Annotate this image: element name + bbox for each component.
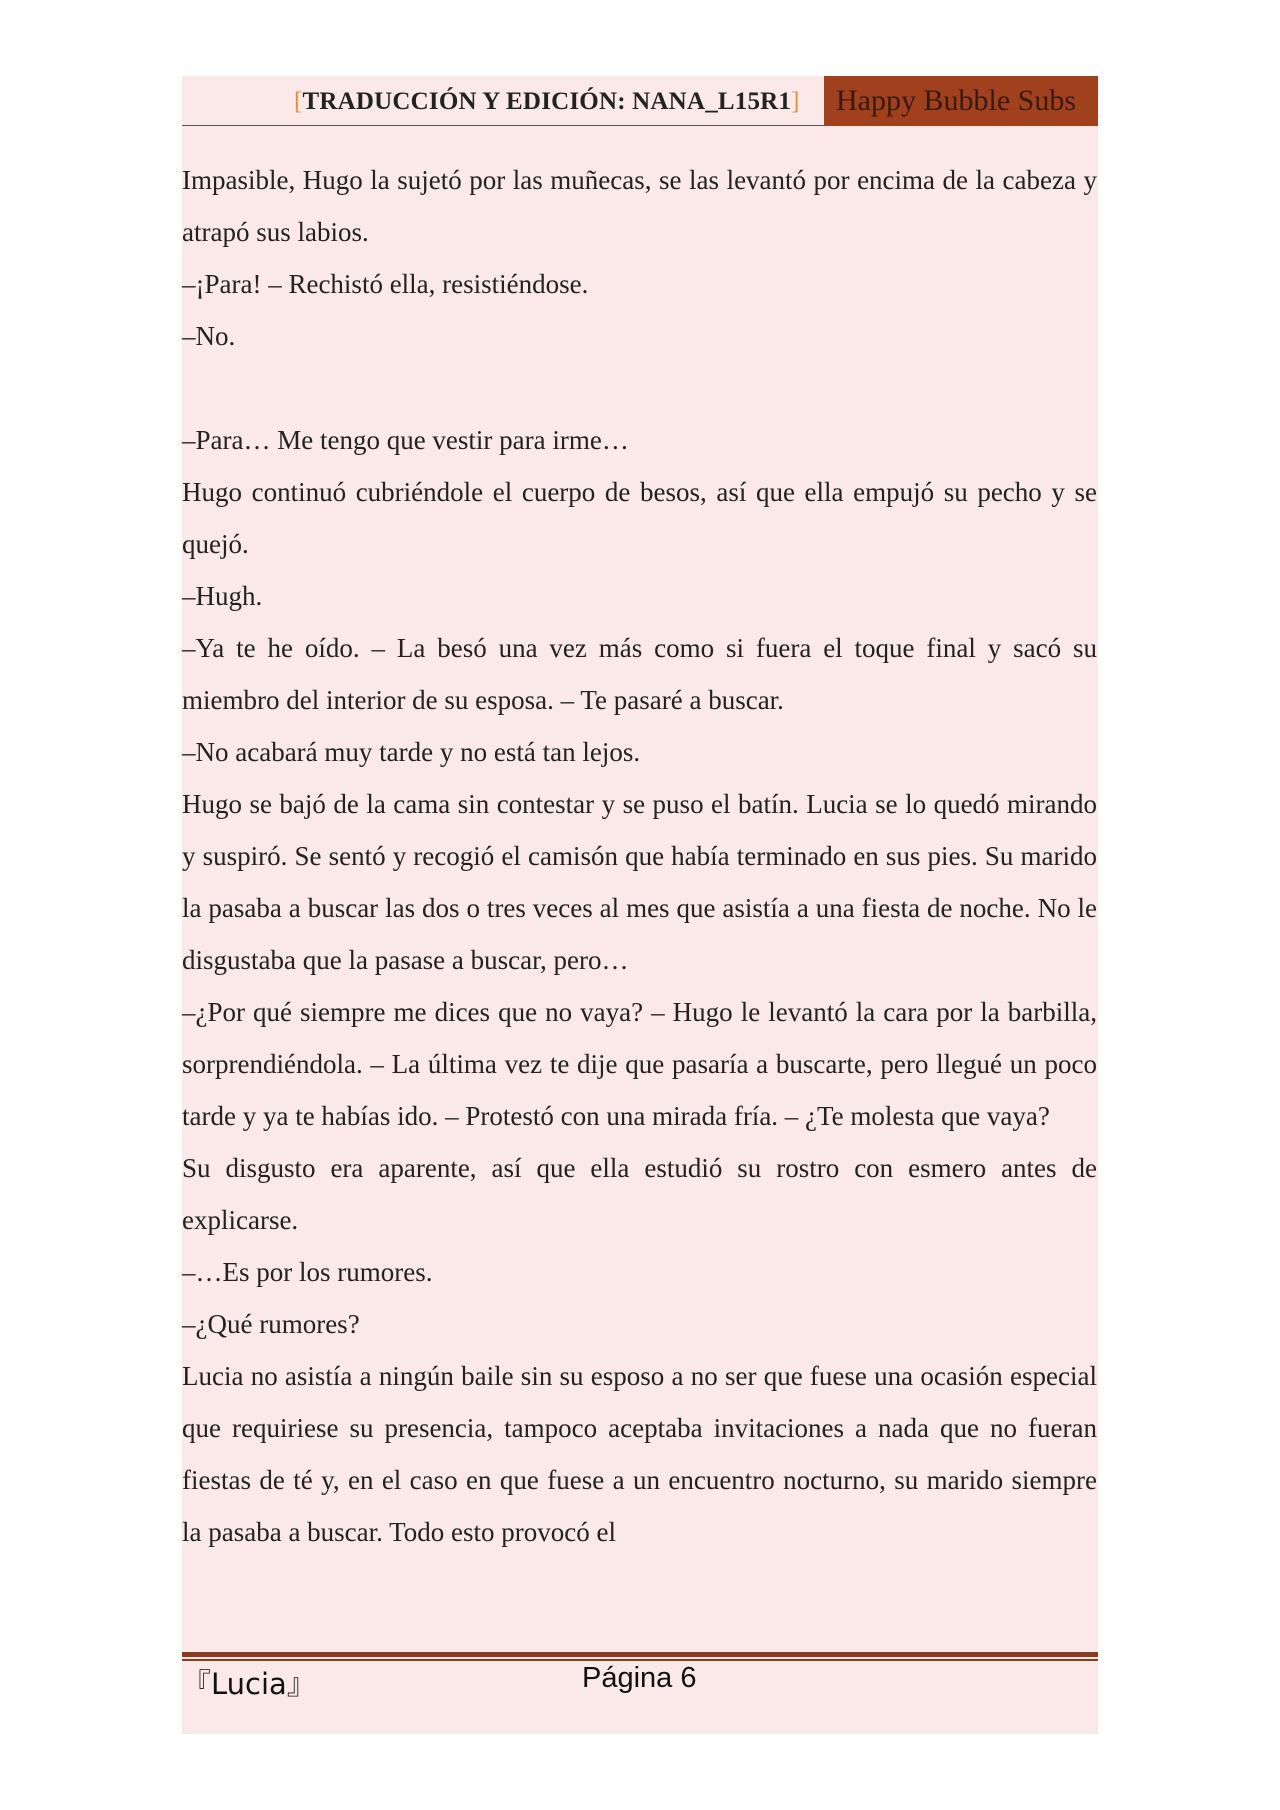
- paragraph: –¡Para! – Rechistó ella, resistiéndose.: [182, 269, 589, 299]
- footer-rule: [182, 1652, 1098, 1657]
- credit-bracket-close: ]: [791, 88, 800, 115]
- credit-bracket-open: [: [294, 88, 303, 115]
- brand-box: [824, 76, 1098, 126]
- paragraph: –No acabará muy tarde y no está tan lejos.: [182, 737, 641, 767]
- book-title: 『Lucia』: [182, 1667, 316, 1701]
- paragraph: Su disgusto era aparente, así que ella estudió su rostro con esmero antes de explicarse.: [182, 1153, 1097, 1235]
- paragraph: Hugo se bajó de la cama sin contestar y se puso el batín. Lucia se lo quedó mirando y suspiró. Se sentó y recogió el camisón que había terminado en sus pies. Su marido la pasaba a buscar las dos o tres veces al mes que asistía a una fiesta de noche. No le disgustaba que la pasase a buscar, pero…: [182, 789, 1097, 975]
- body-text: [182, 154, 1097, 1558]
- paragraph: –Ya te he oído. – La besó una vez más como si fuera el toque final y sacó su miembro del interior de su esposa. – Te pasaré a buscar.: [182, 633, 1097, 715]
- translation-credit: [294, 88, 800, 116]
- page-header: [182, 76, 1098, 126]
- page-number: Página 6: [582, 1662, 697, 1694]
- paragraph: –No.: [182, 321, 236, 351]
- paragraph: –¿Por qué siempre me dices que no vaya? – Hugo le levantó la cara por la barbilla, sorprendiéndola. – La última vez te dije que pasaría a buscarte, pero llegué un poco tarde y ya te habías ido. – Protestó con una mirada fría. – ¿Te molesta que vaya?: [182, 997, 1097, 1131]
- paragraph: –Hugh.: [182, 581, 263, 611]
- paragraph: Hugo continuó cubriéndole el cuerpo de besos, así que ella empujó su pecho y se quejó.: [182, 477, 1097, 559]
- paragraph: –Para… Me tengo que vestir para irme…: [182, 425, 629, 455]
- blank-line: [182, 362, 1097, 414]
- paragraph: –…Es por los rumores.: [182, 1257, 433, 1287]
- brand-name: Happy Bubble Subs: [836, 84, 1076, 117]
- paragraph: –¿Qué rumores?: [182, 1309, 360, 1339]
- footer-rule-thin: [182, 1659, 1098, 1661]
- paragraph: Lucia no asistía a ningún baile sin su esposo a no ser que fuese una ocasión especial que requiriese su presencia, tampoco aceptaba invitaciones a nada que no fueran fiestas de té y, en el caso en que fuese a un encuentro nocturno, su marido siempre la pasaba a buscar. Todo esto provocó el: [182, 1361, 1097, 1547]
- paragraph: Impasible, Hugo la sujetó por las muñecas, se las levantó por encima de la cabeza y atrapó sus labios.: [182, 165, 1097, 247]
- credit-text: TRADUCCIÓN Y EDICIÓN: NANA_L15R1: [302, 88, 792, 115]
